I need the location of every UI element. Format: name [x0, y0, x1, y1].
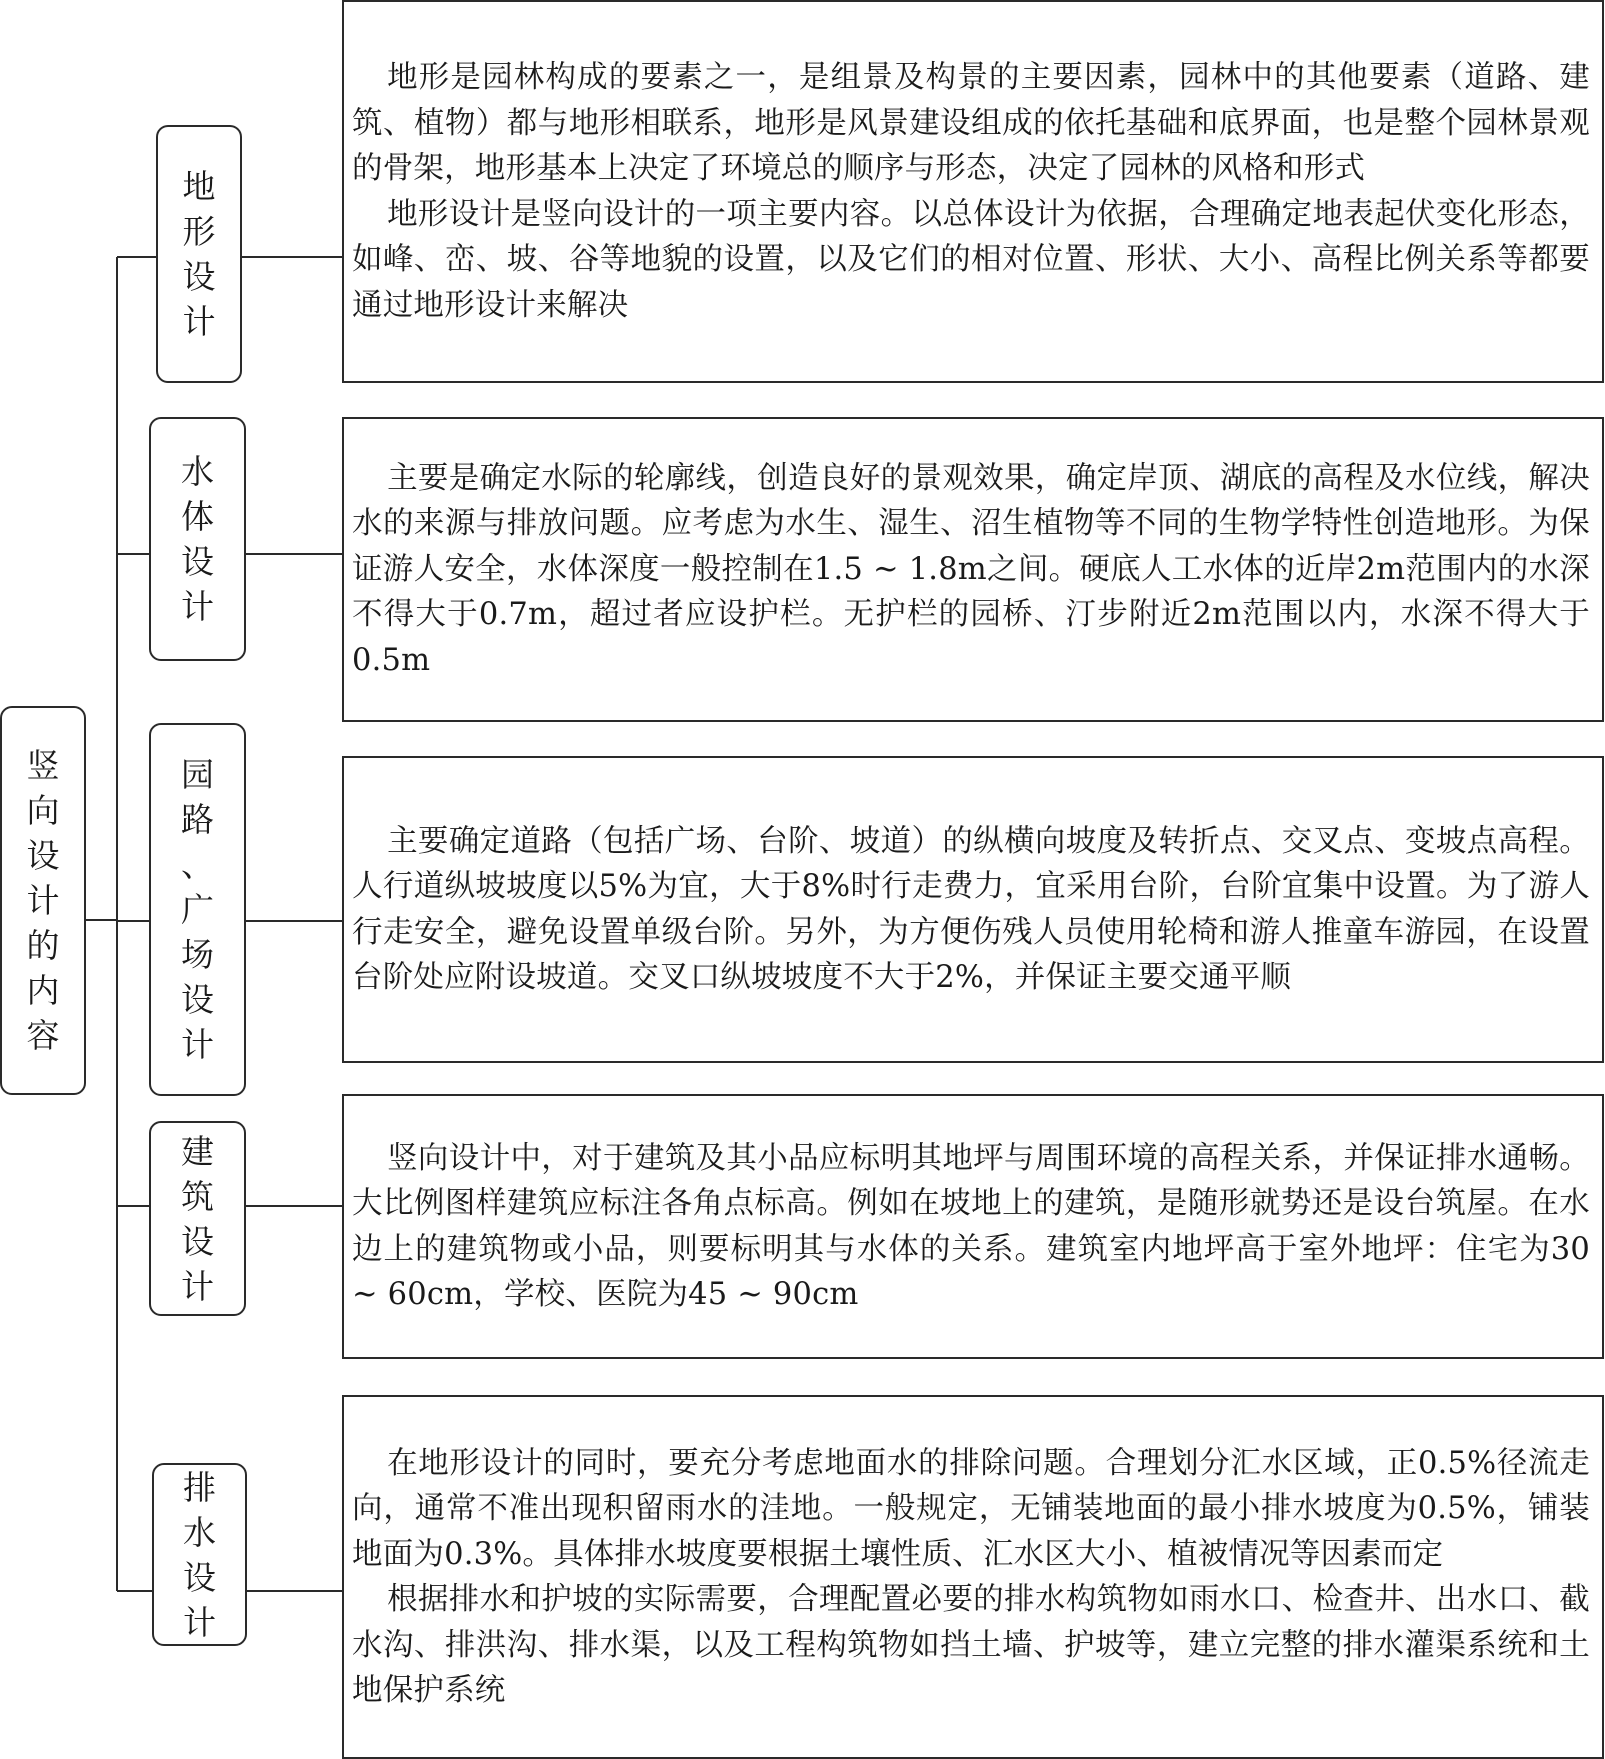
- description-paragraph: 根据排水和护坡的实际需要，合理配置必要的排水构筑物如雨水口、检查井、出水口、截水沟、排洪沟、排水渠，以及工程构筑物如挡土墙、护坡等，建立完整的排水灌渠系统和土地保护系统: [352, 1582, 1590, 1708]
- description-paragraph: 主要是确定水际的轮廓线，创造良好的景观效果，确定岸顶、湖底的高程及水位线，解决水的来源与排放问题。应考虑为水生、湿生、沼生植物等不同的生物学特性创造地形。为保证游人安全，水体深度一般控制在1.5 ~ 1.8m之间。硬底人工水体的近岸2m范围内的水深不得大于0.7m，超过者应设护栏。无护栏的园桥、汀步附近2m范围以内，水深不得大于0.5m: [352, 460, 1590, 678]
- label-character: 设: [181, 1221, 214, 1261]
- label-character: 园: [181, 755, 214, 794]
- description-box-building: [342, 1094, 1604, 1359]
- label-character: 计: [182, 302, 216, 341]
- label-character: 水: [181, 452, 214, 491]
- label-character: 设: [181, 542, 214, 581]
- label-character: 筑: [181, 1176, 214, 1216]
- description-box-drainage: [342, 1395, 1604, 1759]
- label-character: 场: [181, 935, 214, 974]
- label-character: 计: [26, 881, 60, 920]
- label-character: 计: [181, 587, 214, 626]
- description-box-terrain: [342, 0, 1604, 383]
- label-character: 形: [182, 212, 216, 251]
- label-character: 计: [181, 1266, 214, 1306]
- label-character: 广: [181, 890, 214, 929]
- branch-node-drainage: [152, 1463, 247, 1646]
- label-character: 体: [181, 497, 214, 536]
- description-paragraph: 竖向设计中，对于建筑及其小品应标明其地坪与周围环境的高程关系，并保证排水通畅。大比例图样建筑应标注各角点标高。例如在坡地上的建筑，是随形就势还是设台筑屋。在水边上的建筑物或小品，则要标明其与水体的关系。建筑室内地坪高于室外地坪：住宅为30 ~ 60cm，学校、医院为45 ~ 90cm: [352, 1140, 1590, 1312]
- label-character: 的: [26, 926, 60, 965]
- branch-label: [181, 1129, 214, 1309]
- label-character: 路: [181, 800, 214, 839]
- label-character: 设: [26, 836, 60, 875]
- description-paragraph: 地形设计是竖向设计的一项主要内容。以总体设计为依据，合理确定地表起伏变化形态，如峰、峦、坡、谷等地貌的设置，以及它们的相对位置、形状、大小、高程比例关系等都要通过地形设计来解决: [352, 196, 1590, 323]
- description-paragraph: 地形是园林构成的要素之一，是组景及构景的主要因素，园林中的其他要素（道路、建筑、植物）都与地形相联系，地形是风景建设组成的依托基础和底界面，也是整个园林景观的骨架，地形基本上决定了环境总的顺序与形态，决定了园林的风格和形式: [352, 60, 1590, 186]
- root-label: [27, 743, 60, 1058]
- label-character: 设: [183, 1557, 216, 1597]
- branch-label: [183, 164, 216, 344]
- label-character: 、: [181, 845, 214, 884]
- branch-label: [181, 752, 214, 1067]
- label-character: 向: [26, 791, 60, 830]
- label-character: 计: [181, 1025, 214, 1064]
- label-character: 计: [183, 1602, 216, 1642]
- label-character: 竖: [26, 746, 60, 785]
- branch-node-water: [149, 417, 246, 661]
- branch-label: [183, 1465, 216, 1645]
- description-box-road-plaza: [342, 756, 1604, 1063]
- branch-label: [181, 449, 214, 629]
- label-character: 建: [181, 1131, 214, 1171]
- branch-node-building: [149, 1121, 246, 1316]
- root-node: [0, 706, 86, 1095]
- label-character: 设: [181, 980, 214, 1019]
- label-character: 设: [182, 257, 216, 296]
- description-paragraph: 在地形设计的同时，要充分考虑地面水的排除问题。合理划分汇水区域，正0.5%径流走向，通常不准出现积留雨水的洼地。一般规定，无铺装地面的最小排水坡度为0.5%，铺装地面为0.3%。具体排水坡度要根据土壤性质、汇水区大小、植被情况等因素而定: [352, 1445, 1590, 1572]
- label-character: 容: [26, 1016, 60, 1055]
- label-character: 水: [183, 1512, 216, 1552]
- label-character: 地: [182, 167, 216, 206]
- description-box-water: [342, 417, 1604, 722]
- branch-node-terrain: [156, 125, 242, 383]
- branch-node-road-plaza: [149, 723, 246, 1096]
- label-character: 排: [183, 1467, 216, 1507]
- description-paragraph: 主要确定道路（包括广场、台阶、坡道）的纵横向坡度及转折点、交叉点、变坡点高程。人行道纵坡坡度以5%为宜，大于8%时行走费力，宜采用台阶，台阶宜集中设置。为了游人行走安全，避免设置单级台阶。另外，为方便伤残人员使用轮椅和游人推童车游园，在设置台阶处应附设坡道。交叉口纵坡坡度不大于2%，并保证主要交通平顺: [352, 823, 1590, 995]
- label-character: 内: [26, 971, 60, 1010]
